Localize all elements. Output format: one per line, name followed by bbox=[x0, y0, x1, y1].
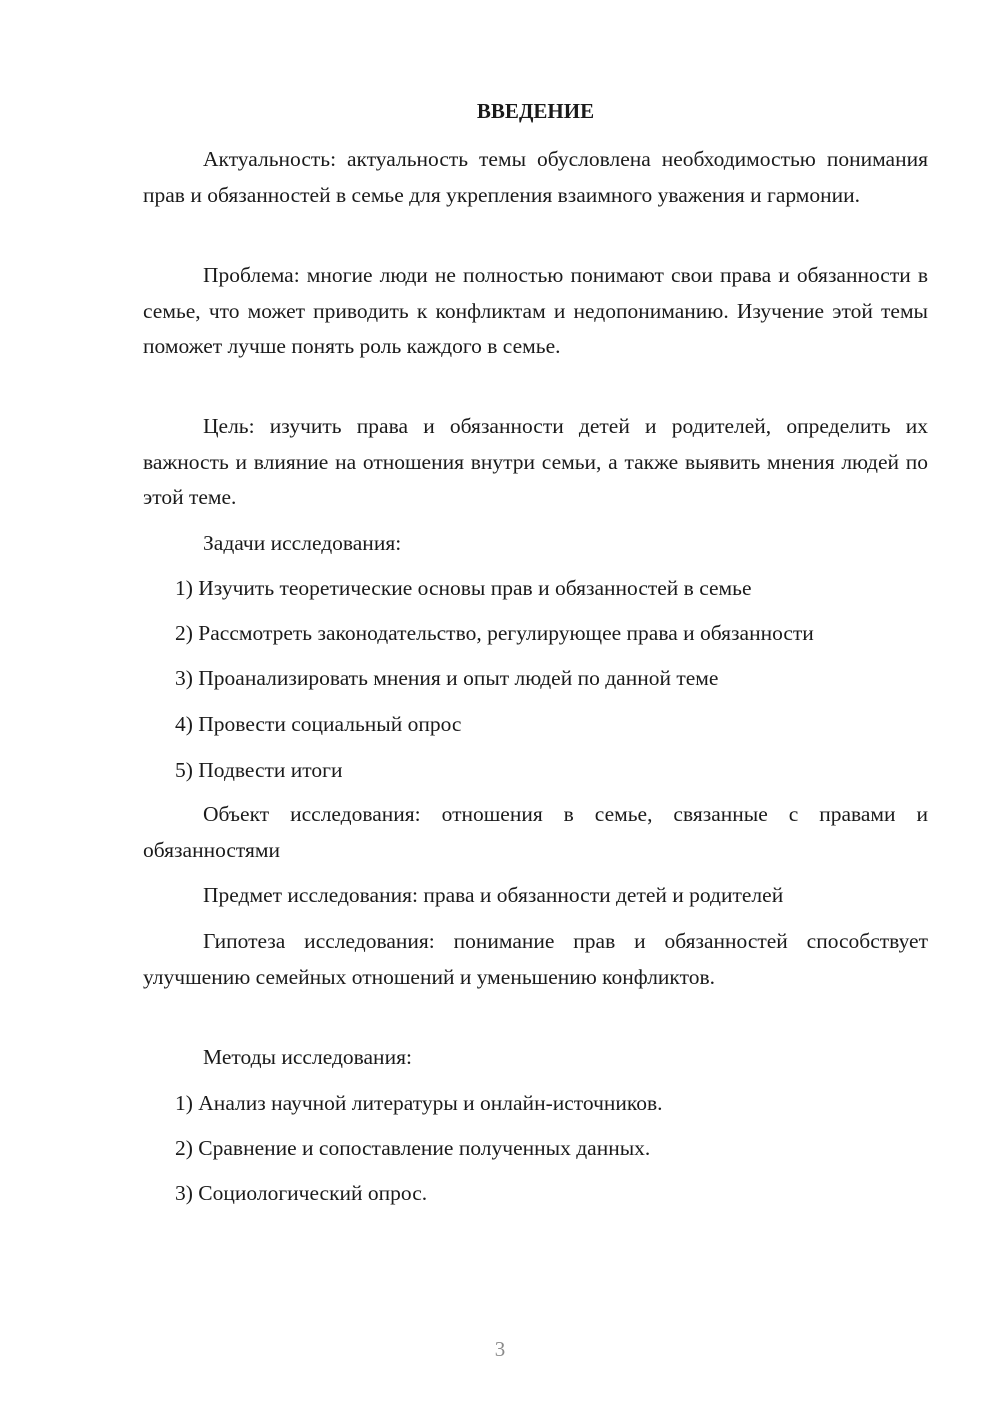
methods-heading: Методы исследования: bbox=[203, 1045, 412, 1069]
task-item: 4) Провести социальный опрос bbox=[175, 712, 462, 736]
task-item: 1) Изучить теоретические основы прав и обязанностей в семье bbox=[175, 576, 752, 600]
task-item: 5) Подвести итоги bbox=[175, 758, 343, 782]
problem-paragraph: Проблема: многие люди не полностью понимают свои права и обязанности в семье, что может приводить к конфликтам и недопониманию. Изучение этой темы поможет лучше понять роль каждого в семье. bbox=[143, 263, 928, 358]
method-item: 1) Анализ научной литературы и онлайн-источников. bbox=[175, 1091, 663, 1115]
method-item: 3) Социологический опрос. bbox=[175, 1181, 428, 1205]
method-item: 2) Сравнение и сопоставление полученных данных. bbox=[175, 1136, 651, 1160]
page-number: 3 bbox=[494, 1337, 506, 1361]
subject-paragraph: Предмет исследования: права и обязанности детей и родителей bbox=[203, 883, 784, 907]
relevance-paragraph: Актуальность: актуальность темы обусловлена необходимостью понимания прав и обязанностей в семье для укрепления взаимного уважения и гармонии. bbox=[143, 147, 928, 207]
goal-paragraph: Цель: изучить права и обязанности детей и родителей, определить их важность и влияние на отношения внутри семьи, а также выявить мнения людей по этой теме. bbox=[143, 414, 928, 509]
tasks-heading: Задачи исследования: bbox=[203, 531, 402, 555]
page-title: ВВЕДЕНИЕ bbox=[476, 99, 595, 123]
task-item: 2) Рассмотреть законодательство, регулирующее права и обязанности bbox=[175, 621, 814, 645]
object-paragraph: Объект исследования: отношения в семье, связанные с правами и обязанностями bbox=[143, 802, 928, 862]
task-item: 3) Проанализировать мнения и опыт людей по данной теме bbox=[175, 666, 719, 690]
hypothesis-paragraph: Гипотеза исследования: понимание прав и обязанностей способствует улучшению семейных отношений и уменьшению конфликтов. bbox=[143, 929, 928, 989]
